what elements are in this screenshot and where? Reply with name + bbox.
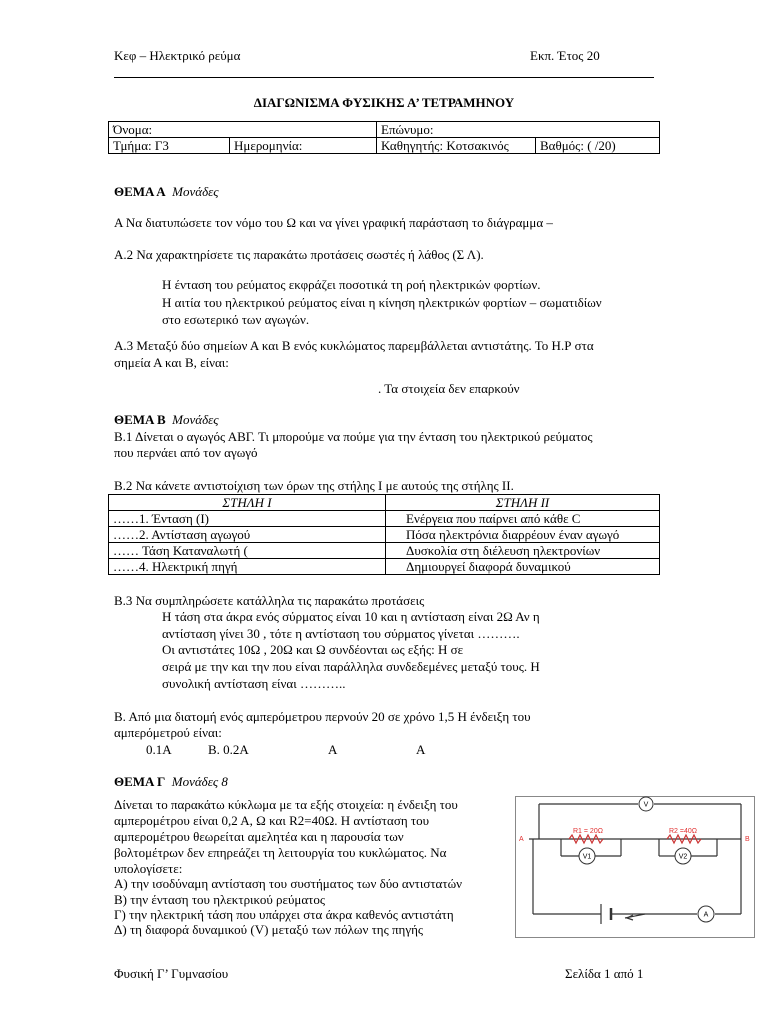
header-left: Κεφ – Ηλεκτρικό ρεύμα — [114, 48, 241, 63]
question-b2: Β.2 Να κάνετε αντιστοίχιση των όρων της στήλης Ι με αυτούς της στήλης ΙΙ. — [114, 478, 514, 493]
surname-field: Επώνυμο: — [377, 122, 660, 138]
theme-c-line: Α) την ισοδύναμη αντίσταση του συστήματος των δύο αντιστατών — [114, 876, 463, 891]
table-cell-left: ……4. Ηλεκτρική πηγή — [109, 559, 386, 575]
question-b3: Β.3 Να συμπληρώσετε κατάλληλα τις παρακάτω προτάσεις — [114, 593, 425, 608]
question-a3-line2: σημεία Α και Β, είναι: — [114, 355, 229, 370]
question-a2: Α.2 Να χαρακτηρίσετε τις παρακάτω προτάσεις σωστές ή λάθος (Σ Λ). — [114, 247, 484, 262]
question-b3-line4: σειρά με την και την που είναι παράλληλα συνδεδεμένες μεταξύ τους. Η — [162, 659, 540, 674]
table-row — [109, 511, 660, 527]
footer-left: Φυσική Γ’ Γυμνασίου — [114, 966, 229, 981]
question-b3-line2: αντίσταση γίνει 30 , τότε η αντίσταση του σύρματος γίνεται ………. — [162, 626, 520, 641]
voltmeter-label: V — [643, 801, 649, 809]
header-rule — [114, 77, 654, 78]
column-1-header: ΣΤΗΛΗ Ι — [109, 495, 386, 511]
table-row — [109, 527, 660, 543]
ammeter-label: A — [703, 911, 709, 919]
table-cell-left: ……1. Ένταση (Ι) — [109, 511, 386, 527]
column-2-header: ΣΤΗΛΗ ΙΙ — [386, 495, 660, 511]
r2-label: R2 =40Ω — [669, 828, 697, 835]
statement-a2-2b: στο εσωτερικό των αγωγών. — [162, 312, 310, 327]
theme-c-line: βολτομέτρων δεν επηρεάζει τη λειτουργία του κυκλώματος. Να — [114, 845, 447, 860]
theme-b-heading: ΘΕΜΑ Β Μονάδες — [114, 412, 219, 427]
question-a3-line1: Α.3 Μεταξύ δύο σημείων Α και Β ενός κυκλώματος παρεμβάλλεται αντιστάτης. Το Η.Ρ στα — [114, 338, 594, 353]
statement-a2-1: Η ένταση του ρεύματος εκφράζει ποσοτικά τη ροή ηλεκτρικών φορτίων. — [162, 277, 541, 292]
theme-c-line: Δ) τη διαφορά δυναμικού (V) μεταξύ των πόλων της πηγής — [114, 922, 424, 937]
question-b1-line1: Β.1 Δίνεται ο αγωγός ΑΒΓ. Τι μπορούμε να πούμε για την ένταση του ηλεκτρικού ρεύματος — [114, 429, 593, 444]
theme-c-line: αμπερομέτρου είναι 0,2 Α, Ω και R2=40Ω. Η αντίσταση του — [114, 813, 430, 828]
student-info-table — [108, 121, 660, 154]
table-cell-right: Δυσκολία στη διέλευση ηλεκτρονίων — [386, 543, 660, 559]
table-cell-left: ……2. Αντίσταση αγωγού — [109, 527, 386, 543]
teacher-field: Καθηγητής: Κοτσακινός — [377, 138, 536, 154]
voltmeter-2-label: V2 — [678, 853, 688, 861]
option-b4-a: 0.1Α — [146, 742, 172, 757]
theme-c-line: αμπερομέτρου θεωρείται αμελητέα και η παρουσία των — [114, 829, 404, 844]
page-title: ΔΙΑΓΩΝΙΣΜΑ ΦΥΣΙΚΗΣ Α’ ΤΕΤΡΑΜΗΝΟΥ — [253, 95, 515, 110]
theme-c-heading: ΘΕΜΑ Γ Μονάδες 8 — [114, 774, 228, 789]
table-cell-left: …… Τάση Καταναλωτή ( — [109, 543, 386, 559]
question-b3-line5: συνολική αντίσταση είναι ……….. — [162, 676, 346, 691]
question-b4-line2: αμπερόμετρού είναι: — [114, 725, 222, 740]
question-b1-line2: που περνάει από τον αγωγό — [114, 445, 258, 460]
question-b3-line1: Η τάση στα άκρα ενός σύρματος είναι 10 και η αντίσταση είναι 2Ω Αν η — [162, 609, 540, 624]
option-b4-b: Β. 0.2Α — [208, 742, 249, 757]
point-b-label: B — [745, 836, 750, 843]
question-a1: Α Να διατυπώσετε τον νόμο του Ω και να γίνει γραφική παράσταση το διάγραμμα – — [114, 215, 553, 230]
statement-a2-2: Η αιτία του ηλεκτρικού ρεύματος είναι η κίνηση ηλεκτρικών φορτίων – σωματιδίων — [162, 295, 602, 310]
theme-c-line: Δίνεται το παρακάτω κύκλωμα με τα εξής στοιχεία: η ένδειξη του — [114, 797, 458, 812]
option-b4-c: Α — [328, 742, 338, 757]
question-b3-line3: Οι αντιστάτες 10Ω , 20Ω και Ω συνδέονται ως εξής: Η σε — [162, 642, 464, 657]
footer-right: Σελίδα 1 από 1 — [565, 966, 644, 981]
point-a-label: A — [519, 836, 524, 843]
question-b4-line1: Β. Από μια διατομή ενός αμπερόμετρου περνούν 20 σε χρόνο 1,5 Η ένδειξη του — [114, 709, 531, 724]
name-field: Όνομα: — [109, 122, 377, 138]
r1-label: R1 = 20Ω — [573, 828, 603, 835]
voltmeter-1-label: V1 — [582, 853, 592, 861]
theme-a-heading: ΘΕΜΑ Α Μονάδες — [114, 184, 219, 199]
matching-table — [108, 494, 660, 575]
table-row — [109, 543, 660, 559]
date-field: Ημερομηνία: — [230, 138, 377, 154]
table-cell-right: Δημιουργεί διαφορά δυναμικού — [386, 559, 660, 575]
theme-c-line: Β) την ένταση του ηλεκτρικού ρεύματος — [114, 892, 326, 907]
theme-c-line: υπολογίσετε: — [114, 861, 183, 876]
header-right: Εκπ. Έτος 20 — [530, 48, 600, 63]
grade-field: Βαθμός: ( /20) — [536, 138, 660, 154]
option-b4-d: Α — [416, 742, 426, 757]
theme-c-line: Γ) την ηλεκτρική τάση που υπάρχει στα άκρα καθενός αντιστάτη — [114, 907, 454, 922]
table-row — [109, 559, 660, 575]
class-field: Τμήμα: Γ3 — [109, 138, 230, 154]
circuit-diagram — [515, 796, 755, 938]
table-cell-right: Πόσα ηλεκτρόνια διαρρέουν έναν αγωγό — [386, 527, 660, 543]
table-cell-right: Ενέργεια που παίρνει από κάθε C — [386, 511, 660, 527]
answer-a3-option: . Τα στοιχεία δεν επαρκούν — [378, 381, 520, 396]
